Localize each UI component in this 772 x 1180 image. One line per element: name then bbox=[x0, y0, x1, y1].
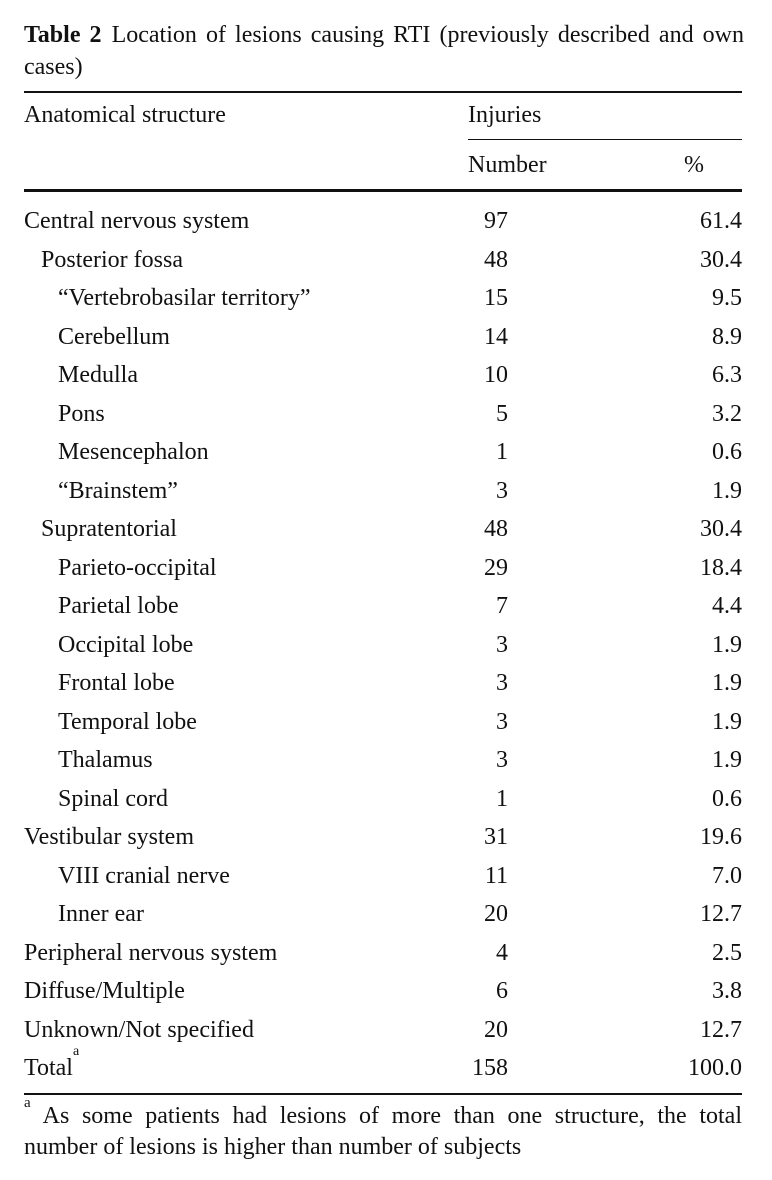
row-structure-label: Mesencephalon bbox=[58, 439, 209, 465]
row-number: 7 bbox=[496, 593, 508, 619]
row-number: 1 bbox=[496, 785, 508, 812]
row-percent: 30.4 bbox=[700, 516, 742, 542]
table-row bbox=[0, 745, 772, 784]
table-row bbox=[0, 630, 772, 669]
table-row bbox=[0, 360, 772, 399]
table-row bbox=[0, 668, 772, 707]
row-structure-label: Vestibular system bbox=[24, 824, 194, 850]
row-number: 15 bbox=[484, 285, 508, 311]
table-top-rule bbox=[24, 91, 742, 93]
row-percent: 12.7 bbox=[700, 1016, 742, 1043]
table-row bbox=[0, 553, 772, 592]
row-structure-name bbox=[24, 976, 185, 1006]
row-percent: 9.5 bbox=[712, 285, 742, 311]
row-structure-label: Temporal lobe bbox=[58, 708, 197, 735]
row-number: 20 bbox=[484, 901, 508, 927]
row-percent: 3.2 bbox=[712, 400, 742, 427]
row-structure-label: Diffuse/Multiple bbox=[24, 978, 185, 1004]
row-structure-label: Thalamus bbox=[58, 747, 153, 773]
row-number: 1 bbox=[496, 439, 508, 465]
row-percent: 0.6 bbox=[712, 785, 742, 812]
row-structure-label: Medulla bbox=[58, 362, 138, 388]
row-number: 48 bbox=[484, 246, 508, 273]
row-number: 14 bbox=[484, 323, 508, 350]
table-label: Table 2 bbox=[24, 22, 102, 48]
table-row bbox=[0, 514, 772, 553]
row-structure-name bbox=[24, 1044, 80, 1083]
row-structure-name bbox=[24, 822, 194, 852]
row-structure-label: Parieto-occipital bbox=[58, 554, 217, 581]
row-structure-name bbox=[58, 322, 170, 352]
table-row bbox=[0, 938, 772, 977]
row-percent: 6.3 bbox=[712, 362, 742, 388]
table-caption-text: Location of lesions causing RTI (previously described and own cases) bbox=[24, 22, 744, 80]
row-number: 10 bbox=[484, 362, 508, 388]
row-structure-name bbox=[58, 745, 153, 775]
table-row bbox=[0, 322, 772, 361]
row-structure-label: Cerebellum bbox=[58, 323, 170, 350]
header-injuries: Injuries bbox=[468, 102, 542, 128]
row-structure-name bbox=[58, 399, 105, 429]
table-row bbox=[0, 399, 772, 438]
table-body bbox=[0, 206, 772, 1092]
header-bottom-rule bbox=[24, 189, 742, 192]
row-structure-name bbox=[41, 514, 177, 544]
header-number: Number bbox=[468, 152, 547, 178]
row-structure-label: “Vertebrobasilar territory” bbox=[58, 285, 311, 311]
table-row bbox=[0, 784, 772, 823]
table-row bbox=[0, 976, 772, 1015]
footnote-text: As some patients had lesions of more than one structure, the total number of lesions is higher than number of subjects bbox=[24, 1103, 742, 1160]
row-percent: 7.0 bbox=[712, 862, 742, 889]
header-anatomical-structure: Anatomical structure bbox=[24, 102, 226, 128]
row-structure-name bbox=[58, 283, 311, 313]
row-percent: 19.6 bbox=[700, 824, 742, 850]
row-percent: 1.9 bbox=[712, 747, 742, 773]
row-percent: 1.9 bbox=[712, 477, 742, 504]
row-number: 6 bbox=[496, 978, 508, 1004]
row-structure-label: Pons bbox=[58, 400, 105, 427]
row-structure-label: Total bbox=[24, 1055, 73, 1081]
table-row bbox=[0, 476, 772, 515]
table-row bbox=[0, 822, 772, 861]
row-number: 97 bbox=[484, 208, 508, 234]
row-structure-name bbox=[58, 861, 230, 891]
row-footnote-mark: a bbox=[72, 1044, 80, 1059]
row-percent: 0.6 bbox=[712, 439, 742, 465]
row-percent: 1.9 bbox=[712, 670, 742, 696]
row-structure-label: Occipital lobe bbox=[58, 631, 194, 658]
row-number: 3 bbox=[496, 477, 508, 504]
row-structure-name bbox=[24, 1015, 254, 1045]
row-structure-label: Inner ear bbox=[58, 901, 144, 927]
footnote-mark: a bbox=[24, 1095, 31, 1111]
row-percent: 2.5 bbox=[712, 939, 742, 966]
row-structure-name bbox=[58, 899, 144, 929]
row-structure-label: Parietal lobe bbox=[58, 593, 179, 619]
table-row bbox=[0, 206, 772, 245]
table-row bbox=[0, 707, 772, 746]
row-percent: 18.4 bbox=[700, 554, 742, 581]
row-structure-label: VIII cranial nerve bbox=[58, 862, 230, 889]
row-structure-name bbox=[58, 591, 179, 621]
table-row bbox=[0, 861, 772, 900]
header-percent: % bbox=[684, 152, 704, 178]
row-number: 29 bbox=[484, 554, 508, 581]
row-number: 31 bbox=[484, 824, 508, 850]
table-row bbox=[0, 245, 772, 284]
table-row bbox=[0, 899, 772, 938]
row-structure-name bbox=[58, 437, 209, 467]
table-row bbox=[0, 591, 772, 630]
table-row bbox=[0, 437, 772, 476]
row-structure-label: Peripheral nervous system bbox=[24, 939, 278, 966]
row-structure-label: “Brainstem” bbox=[58, 477, 178, 504]
row-structure-label: Supratentorial bbox=[41, 516, 177, 542]
row-number: 3 bbox=[496, 747, 508, 773]
row-structure-label: Unknown/Not specified bbox=[24, 1016, 254, 1043]
row-number: 3 bbox=[496, 670, 508, 696]
row-percent: 100.0 bbox=[688, 1055, 742, 1081]
row-percent: 4.4 bbox=[712, 593, 742, 619]
table-caption bbox=[24, 19, 744, 83]
row-percent: 3.8 bbox=[712, 978, 742, 1004]
row-structure-name bbox=[58, 784, 168, 814]
row-structure-label: Frontal lobe bbox=[58, 670, 175, 696]
row-structure-name bbox=[58, 630, 193, 660]
table-row bbox=[0, 1044, 772, 1092]
row-structure-name bbox=[41, 245, 183, 275]
row-number: 5 bbox=[496, 400, 508, 427]
table-footnote bbox=[24, 1095, 742, 1163]
row-structure-name bbox=[24, 938, 277, 968]
row-number: 3 bbox=[496, 631, 508, 658]
table-row bbox=[0, 283, 772, 322]
table-row bbox=[0, 1015, 772, 1054]
row-percent: 61.4 bbox=[700, 208, 742, 234]
row-number: 48 bbox=[484, 516, 508, 542]
row-structure-name bbox=[58, 476, 178, 506]
injuries-header-rule bbox=[468, 139, 742, 140]
row-structure-label: Spinal cord bbox=[58, 785, 168, 812]
row-structure-name bbox=[58, 707, 197, 737]
row-percent: 1.9 bbox=[712, 708, 742, 735]
row-structure-name bbox=[58, 553, 217, 583]
row-number: 11 bbox=[484, 862, 508, 889]
row-percent: 12.7 bbox=[700, 901, 742, 927]
row-number: 3 bbox=[496, 708, 508, 735]
row-percent: 1.9 bbox=[712, 631, 742, 658]
row-structure-name bbox=[58, 360, 138, 390]
row-percent: 8.9 bbox=[712, 323, 742, 350]
row-structure-label: Posterior fossa bbox=[41, 246, 183, 273]
row-percent: 30.4 bbox=[700, 246, 742, 273]
row-number: 158 bbox=[472, 1055, 508, 1081]
row-structure-name bbox=[58, 668, 175, 698]
row-number: 4 bbox=[496, 939, 508, 966]
row-number: 20 bbox=[484, 1016, 508, 1043]
row-structure-name bbox=[24, 206, 249, 236]
table-bottom-rule bbox=[24, 1093, 742, 1095]
row-structure-label: Central nervous system bbox=[24, 208, 250, 234]
